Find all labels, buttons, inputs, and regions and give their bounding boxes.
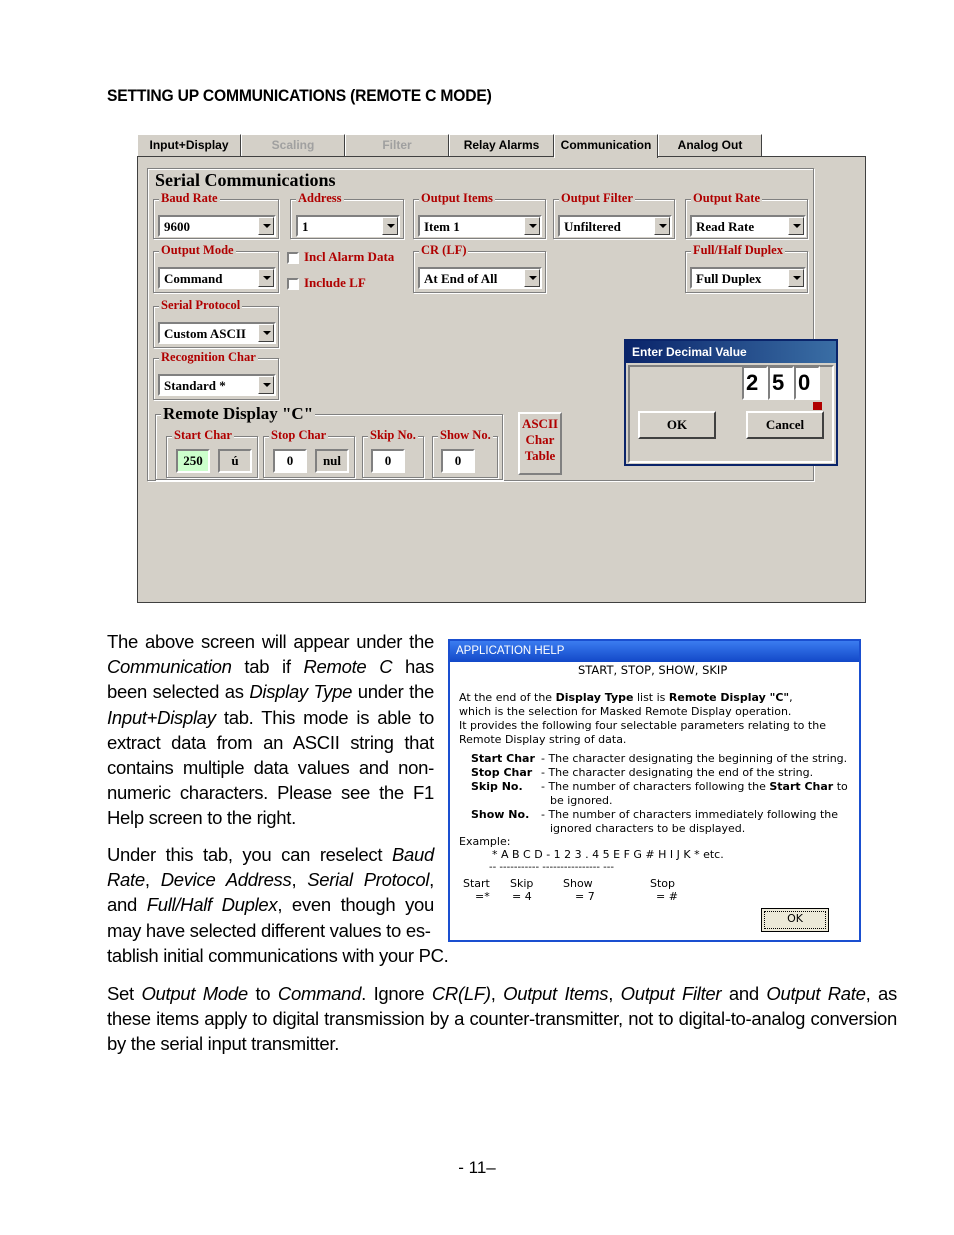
- paragraph-intro: [107, 629, 434, 831]
- cr-lf-select[interactable]: [418, 267, 542, 289]
- para-text: has been selected as: [107, 656, 434, 703]
- page-heading: SETTING UP COMMUNICATIONS (REMOTE C MODE): [107, 86, 492, 105]
- start-char-label: Start Char: [174, 428, 232, 442]
- tab-input-display[interactable]: Input+Display: [137, 134, 241, 156]
- output-mode-value: Command: [164, 271, 223, 286]
- recognition-char-select[interactable]: [158, 374, 276, 396]
- chevron-down-icon[interactable]: [258, 376, 274, 394]
- cursor-marker: [813, 402, 822, 410]
- help-desc: - The character designating the end of the string.: [541, 766, 814, 779]
- help-desc: - The number of characters immediately following the: [541, 808, 839, 821]
- para-italic: Input+Display: [107, 706, 216, 728]
- digit-field[interactable]: 5: [768, 366, 794, 400]
- output-items-label: Output Items: [421, 191, 493, 205]
- recognition-char-value: Standard *: [164, 378, 226, 393]
- output-rate-select[interactable]: [690, 215, 806, 237]
- ok-button[interactable]: OK: [638, 411, 716, 439]
- help-example-dashes: -- ----------- ---------------- ---: [489, 862, 615, 873]
- address-value: 1: [302, 219, 309, 234]
- digit-field[interactable]: 2: [742, 366, 768, 400]
- include-lf-checkbox[interactable]: [287, 278, 299, 290]
- para-italic: Baud Rate: [107, 844, 434, 891]
- help-bold: Start Char: [769, 780, 834, 793]
- help-example-label: Example:: [459, 835, 511, 848]
- para-text: , as these items apply to digital transmission by a counter-transmitter, not to digital-to-analog conversion by the serial input transmitter.: [107, 983, 897, 1055]
- para-text: under the: [357, 681, 434, 703]
- chevron-down-icon[interactable]: [258, 217, 274, 235]
- para-italic: Display Type: [249, 681, 353, 703]
- baud-rate-label: Baud Rate: [161, 191, 218, 205]
- serial-protocol-label: Serial Protocol: [161, 298, 241, 312]
- para-text: and: [728, 983, 759, 1004]
- paragraph-output-mode: Set Output Mode to Command. Ignore CR(LF), Output Items, Output Filter and Output Rate, as these items apply to digital transmission by a counter-transmitter, not to digital-to-analog conversion by the serial input transmitter.: [107, 983, 897, 1055]
- stop-char-input[interactable]: 0: [273, 449, 307, 473]
- baud-rate-select[interactable]: [158, 215, 276, 237]
- chevron-down-icon[interactable]: [524, 269, 540, 287]
- start-char-input[interactable]: 250: [176, 449, 210, 473]
- help-term: Show No.: [471, 808, 530, 821]
- output-items-value: Item 1: [424, 219, 460, 234]
- full-half-duplex-value: Full Duplex: [696, 271, 762, 286]
- full-half-duplex-label: Full/Half Duplex: [693, 243, 783, 257]
- help-bold: Remote Display "C": [668, 691, 790, 704]
- help-text: to: [836, 780, 848, 793]
- help-term: Start Char: [471, 752, 535, 765]
- para-italic: CR(LF): [431, 983, 491, 1004]
- help-example-value: =*: [475, 890, 490, 903]
- serial-protocol-select[interactable]: [158, 322, 276, 344]
- para-italic: Full/Half Duplex: [146, 894, 278, 916]
- para-text: Set: [107, 983, 134, 1004]
- show-no-label: Show No.: [440, 428, 491, 442]
- include-lf-label: Include LF: [304, 275, 366, 290]
- help-example-value: = 7: [575, 890, 595, 903]
- paragraph-reselect-end: tablish initial communications with your PC.: [107, 945, 449, 966]
- chevron-down-icon[interactable]: [258, 269, 274, 287]
- output-mode-select[interactable]: [158, 267, 276, 289]
- show-no-input[interactable]: 0: [441, 449, 475, 473]
- skip-no-input[interactable]: 0: [371, 449, 405, 473]
- chevron-down-icon[interactable]: [382, 217, 398, 235]
- para-text: , even though you may have selected different values to es-: [107, 894, 435, 941]
- help-intro-line: Remote Display string of data.: [459, 733, 627, 746]
- help-example-value: = #: [656, 890, 678, 903]
- tab-analog-out[interactable]: Analog Out: [658, 134, 762, 156]
- help-ok-button[interactable]: OK: [761, 908, 829, 932]
- output-rate-label: Output Rate: [693, 191, 761, 205]
- help-intro-line: which is the selection for Masked Remote Display operation.: [459, 705, 792, 718]
- ascii-table-line: Table: [524, 448, 556, 463]
- help-text: At the end of the: [459, 691, 553, 704]
- help-text: - The number of characters following the: [541, 780, 766, 793]
- help-example-term: Skip: [510, 877, 534, 890]
- tab-filter[interactable]: Filter: [345, 134, 449, 156]
- enter-decimal-dialog: [624, 339, 838, 466]
- help-example-string: * A B C D - 1 2 3 . 4 5 E F G # H I J K * etc.: [492, 848, 724, 861]
- baud-rate-value: 9600: [164, 219, 190, 234]
- para-italic: Command: [277, 983, 362, 1004]
- para-italic: Output Mode: [141, 983, 248, 1004]
- help-example-term: Show: [563, 877, 593, 890]
- ascii-char-table-button[interactable]: [518, 412, 562, 475]
- output-items-select[interactable]: [418, 215, 542, 237]
- page-number: - 11–: [458, 1158, 496, 1177]
- chevron-down-icon[interactable]: [788, 217, 804, 235]
- stop-char-display: nul: [315, 449, 349, 473]
- output-filter-value: Unfiltered: [564, 219, 621, 234]
- cancel-button[interactable]: Cancel: [746, 411, 824, 439]
- help-text: list is: [636, 691, 666, 704]
- para-text: tab if: [244, 656, 291, 678]
- output-filter-select[interactable]: [558, 215, 672, 237]
- chevron-down-icon[interactable]: [654, 217, 670, 235]
- para-text: and: [107, 894, 137, 916]
- chevron-down-icon[interactable]: [258, 324, 274, 342]
- help-example-term: Start: [463, 877, 490, 890]
- address-label: Address: [298, 191, 342, 205]
- recognition-char-label: Recognition Char: [161, 350, 256, 364]
- para-italic: Output Rate: [766, 983, 866, 1004]
- help-desc: be ignored.: [550, 794, 613, 807]
- ascii-table-line: Char: [525, 432, 555, 447]
- para-italic: Device Address: [160, 869, 292, 891]
- chevron-down-icon[interactable]: [524, 217, 540, 235]
- output-rate-value: Read Rate: [696, 219, 755, 234]
- help-example-term: Stop: [650, 877, 676, 890]
- start-char-display: ú: [218, 449, 252, 473]
- para-italic: Output Filter: [620, 983, 722, 1004]
- address-select[interactable]: [296, 215, 400, 237]
- para-italic: Communication: [107, 656, 232, 678]
- help-title: APPLICATION HELP: [450, 641, 859, 662]
- digit-field[interactable]: 0: [794, 366, 820, 400]
- help-desc: - The character designating the beginning of the string.: [541, 752, 848, 765]
- ascii-table-line: ASCII: [521, 416, 559, 431]
- remote-display-title: Remote Display "C": [163, 404, 314, 423]
- serial-communications-title: Serial Communications: [155, 170, 336, 190]
- help-bold: Display Type: [555, 691, 634, 704]
- help-desc: ignored characters to be displayed.: [550, 822, 746, 835]
- paragraph-reselect: Under this tab, you can reselect Baud Rate, Device Address, Serial Protocol, and Full/Half Duplex, even though you may have selected different values to es-: [107, 844, 435, 941]
- cr-lf-value: At End of All: [424, 271, 498, 286]
- stop-char-label: Stop Char: [271, 428, 327, 442]
- para-text: tab. This mode is able to extract data from an ASCII string that contains multiple data values and non-numeric characters. Please see the F1 Help screen to the right.: [107, 706, 435, 829]
- tab-scaling[interactable]: Scaling: [241, 134, 345, 156]
- help-intro-line: It provides the following four selectable parameters relating to the: [459, 719, 826, 732]
- dialog-title: Enter Decimal Value: [626, 341, 836, 363]
- help-term: Stop Char: [471, 766, 533, 779]
- output-mode-label: Output Mode: [161, 243, 234, 257]
- help-desc: [541, 780, 848, 794]
- para-italic: Remote C: [303, 656, 393, 678]
- incl-alarm-data-checkbox[interactable]: [287, 252, 299, 264]
- incl-alarm-data-label: Incl Alarm Data: [304, 249, 395, 264]
- help-example-value: = 4: [512, 890, 532, 903]
- para-italic: Output Items: [503, 983, 609, 1004]
- help-text: ,: [789, 691, 793, 704]
- help-term: Skip No.: [471, 780, 523, 793]
- para-text: Under this tab, you can reselect: [107, 844, 383, 865]
- output-filter-label: Output Filter: [561, 191, 633, 205]
- help-intro-line: [459, 691, 793, 705]
- para-text: . Ignore: [361, 983, 425, 1004]
- serial-protocol-value: Custom ASCII: [164, 326, 246, 341]
- tab-communication[interactable]: Communication: [554, 134, 658, 158]
- help-subtitle: START, STOP, SHOW, SKIP: [578, 663, 728, 677]
- tab-relay-alarms[interactable]: Relay Alarms: [449, 134, 554, 156]
- para-text: The above screen will appear under the: [107, 631, 434, 652]
- cr-lf-label: CR (LF): [421, 243, 467, 257]
- chevron-down-icon[interactable]: [788, 269, 804, 287]
- full-half-duplex-select[interactable]: [690, 267, 806, 289]
- para-italic: Serial Protocol: [307, 869, 430, 891]
- para-text: to: [255, 983, 271, 1004]
- skip-no-label: Skip No.: [370, 428, 416, 442]
